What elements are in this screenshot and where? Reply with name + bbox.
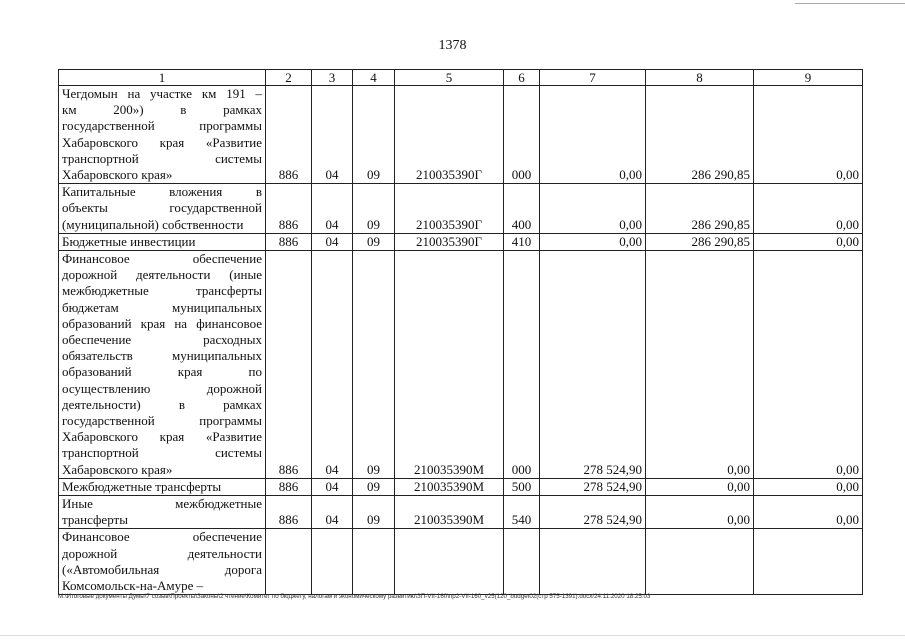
row-name (59, 86, 266, 184)
row-code-target: 210035390Г (395, 184, 504, 234)
row-code-section: 04 (312, 86, 353, 184)
row-name-line: Хабаровского края «Развитие (62, 134, 262, 150)
row-name-line: Чегдомын на участке км 191 – (62, 86, 262, 101)
column-header: 7 (540, 70, 646, 86)
row-code-expense-type (504, 529, 540, 595)
row-name-line: Хабаровского края «Развитие (62, 429, 262, 445)
table-header-row (59, 70, 863, 86)
row-code-subsection: 09 (353, 478, 395, 495)
row-code-expense-type: 500 (504, 478, 540, 495)
row-code-admin: 886 (266, 496, 312, 529)
row-name-line: Хабаровского края» (62, 167, 173, 183)
row-amount-col9: 0,00 (754, 251, 863, 479)
row-amount-col7: 0,00 (540, 184, 646, 234)
scan-edge-bottom (0, 635, 905, 636)
row-amount-col9: 0,00 (754, 233, 863, 250)
row-name (59, 496, 266, 529)
row-amount-col8: 0,00 (646, 478, 754, 495)
row-code-admin: 886 (266, 86, 312, 184)
row-name-line: Капитальные вложения в (62, 184, 262, 200)
row-code-target: 210035390Г (395, 233, 504, 250)
row-amount-col8: 286 290,85 (646, 86, 754, 184)
row-name-line: деятельности) в рамках (62, 396, 262, 412)
row-name-line: бюджетам муниципальных (62, 299, 262, 315)
page-number: 1378 (438, 38, 467, 53)
row-amount-col9: 0,00 (754, 478, 863, 495)
row-code-target: 210035390Г (395, 86, 504, 184)
row-amount-col7: 0,00 (540, 86, 646, 184)
row-amount-col9: 0,00 (754, 86, 863, 184)
row-code-section: 04 (312, 478, 353, 495)
column-header: 1 (59, 70, 266, 86)
row-code-section (312, 529, 353, 595)
row-name (59, 184, 266, 234)
row-amount-col7: 278 524,90 (540, 251, 646, 479)
row-amount-col8 (646, 529, 754, 595)
column-header: 4 (353, 70, 395, 86)
row-code-section: 04 (312, 496, 353, 529)
row-code-subsection: 09 (353, 251, 395, 479)
row-name-line: Финансовое обеспечение (62, 251, 262, 267)
footer-file-path: М:\Итоговые документы Думы\7 созыв\Проекты\Законы\2 чтение\Комитет по бюджету, налогам и экономическому развитию\ЗП-VII-160\пр2-VII-160_v25(120_budget02(стр 575-1391).docx/24.11.2020 18:25:03 (58, 593, 651, 600)
table-row (59, 184, 863, 234)
row-name-line: транспортной системы (62, 445, 262, 461)
row-amount-col8: 0,00 (646, 251, 754, 479)
row-code-section: 04 (312, 251, 353, 479)
row-name-line: Бюджетные инвестиции (62, 233, 196, 249)
row-name-line: осуществлению дорожной (62, 380, 262, 396)
table-row (59, 496, 863, 529)
row-name-line: Иные межбюджетные (62, 496, 262, 512)
row-code-admin: 886 (266, 478, 312, 495)
row-amount-col9: 0,00 (754, 184, 863, 234)
row-name-line: Комсомольск-на-Амуре – (62, 578, 204, 594)
row-amount-col7: 278 524,90 (540, 496, 646, 529)
row-name-line: Финансовое обеспечение (62, 529, 262, 545)
table-row (59, 251, 863, 479)
row-code-subsection: 09 (353, 184, 395, 234)
row-name (59, 251, 266, 479)
row-code-subsection: 09 (353, 496, 395, 529)
row-amount-col8: 286 290,85 (646, 184, 754, 234)
row-name-line: («Автомобильная дорога (62, 561, 262, 577)
row-code-admin: 886 (266, 251, 312, 479)
row-name-line: трансферты (62, 512, 128, 528)
column-header: 6 (504, 70, 540, 86)
row-amount-col7 (540, 529, 646, 595)
row-code-expense-type: 400 (504, 184, 540, 234)
row-code-section: 04 (312, 233, 353, 250)
column-header: 9 (754, 70, 863, 86)
table-row (59, 86, 863, 184)
row-amount-col9: 0,00 (754, 496, 863, 529)
row-amount-col7: 278 524,90 (540, 478, 646, 495)
row-code-expense-type: 540 (504, 496, 540, 529)
row-name-line: дорожной деятельности (иные (62, 267, 262, 283)
row-code-expense-type: 000 (504, 251, 540, 479)
row-name-line: Межбюджетные трансферты (62, 478, 222, 494)
column-header: 3 (312, 70, 353, 86)
column-header: 2 (266, 70, 312, 86)
row-name (59, 233, 266, 250)
row-name-line: дорожной деятельности (62, 545, 262, 561)
row-name-line: государственной программы (62, 413, 262, 429)
row-name-line: объекты государственной (62, 200, 262, 216)
row-amount-col7: 0,00 (540, 233, 646, 250)
row-name-line: транспортной системы (62, 150, 262, 166)
scan-edge-top (795, 3, 905, 4)
table-row (59, 478, 863, 495)
row-amount-col8: 0,00 (646, 496, 754, 529)
row-name (59, 529, 266, 595)
row-name-line: образований края на финансовое (62, 315, 262, 331)
table-row (59, 233, 863, 250)
column-header: 8 (646, 70, 754, 86)
row-code-expense-type: 000 (504, 86, 540, 184)
row-code-admin (266, 529, 312, 595)
column-header: 5 (395, 70, 504, 86)
row-code-section: 04 (312, 184, 353, 234)
row-name-line: образований края по (62, 364, 262, 380)
row-name-line: обеспечение расходных (62, 332, 262, 348)
table-row (59, 529, 863, 595)
row-code-subsection: 09 (353, 233, 395, 250)
row-code-target: 210035390М (395, 251, 504, 479)
row-name-line: Хабаровского края» (62, 461, 173, 477)
budget-table (58, 69, 863, 595)
row-code-subsection (353, 529, 395, 595)
row-name-line: км 200») в рамках (62, 102, 262, 118)
row-name-line: государственной программы (62, 118, 262, 134)
row-name-line: (муниципальной) собственности (62, 216, 244, 232)
row-name (59, 478, 266, 495)
row-amount-col9 (754, 529, 863, 595)
row-code-target: 210035390М (395, 478, 504, 495)
row-code-subsection: 09 (353, 86, 395, 184)
row-amount-col8: 286 290,85 (646, 233, 754, 250)
row-code-admin: 886 (266, 184, 312, 234)
row-code-expense-type: 410 (504, 233, 540, 250)
row-code-target: 210035390М (395, 496, 504, 529)
row-code-admin: 886 (266, 233, 312, 250)
row-code-target (395, 529, 504, 595)
row-name-line: обязательств муниципальных (62, 348, 262, 364)
row-name-line: межбюджетные трансферты (62, 283, 262, 299)
